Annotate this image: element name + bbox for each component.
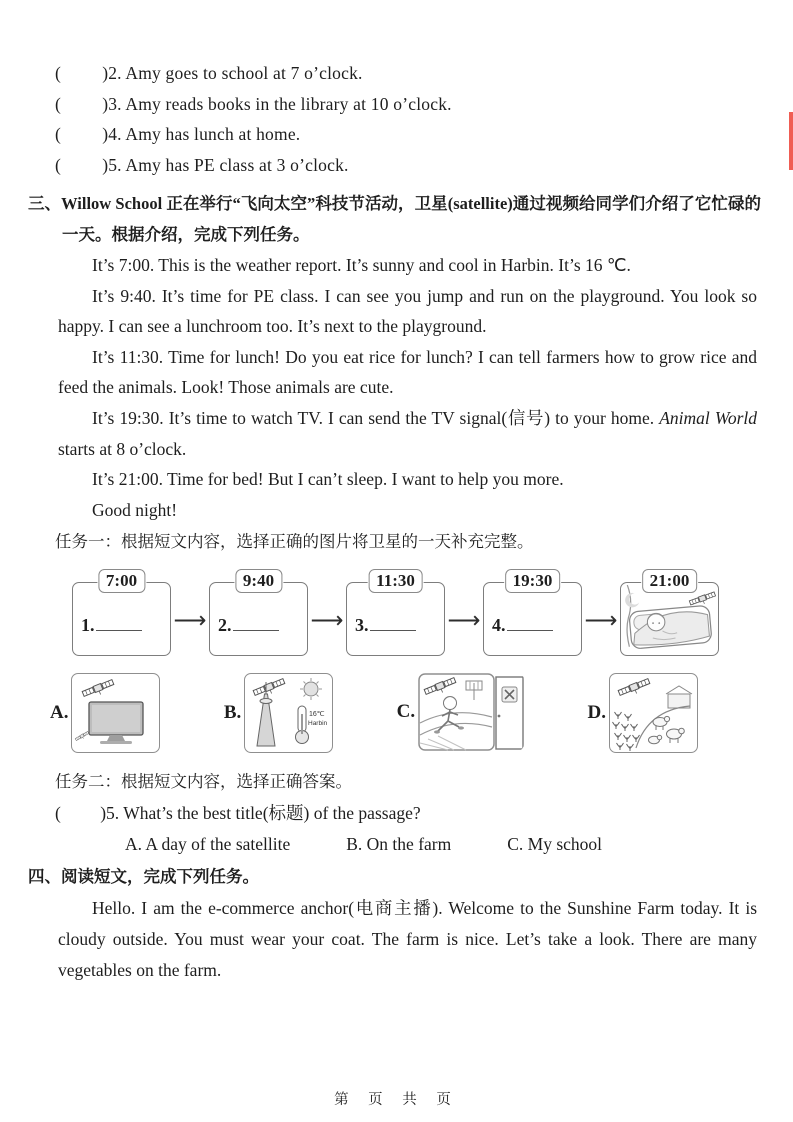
- blank-number: 3.: [355, 615, 369, 636]
- passage-paragraph-21-00: It’s 21:00. Time for bed! But I can’t sleep. I want to help you more.: [92, 469, 564, 490]
- question-5-choices: [125, 829, 793, 860]
- passage-paragraph-7-00: It’s 7:00. This is the weather report. It’s sunny and cool in Harbin. It’s 16 ℃.: [92, 255, 631, 275]
- timeline-box-4: [483, 571, 582, 656]
- thermometer-city: Harbin: [308, 720, 328, 728]
- weather-tower-illustration: [245, 674, 332, 752]
- passage-goodnight: Good night!: [92, 499, 178, 520]
- time-tab-9-40: 9:40: [235, 569, 282, 593]
- option-a-label: A.: [50, 702, 69, 724]
- choice-a: A. A day of the satellite: [125, 834, 291, 855]
- option-b: [224, 673, 333, 753]
- red-edge-mark: [789, 112, 793, 170]
- paragraph-text: starts at 8 o’clock.: [58, 438, 187, 459]
- option-d-label: D.: [587, 702, 606, 724]
- section4-paragraph: Hello. I am the e-commerce anchor(电商主播). Welcome to the Sunshine Farm today. It is cloudy outside. You must wear your coat. The farm is nice. Let’s take a look. There are many vegetables on the farm.: [58, 898, 757, 980]
- blank-number: 4.: [492, 615, 506, 636]
- satellite-icon: [253, 678, 286, 699]
- option-d: [587, 673, 697, 753]
- blank-line: [233, 617, 279, 631]
- playground-lunchroom-illustration: [418, 673, 524, 751]
- blank-number: 2.: [218, 615, 232, 636]
- picture-options: [50, 673, 698, 753]
- satellite-day-timeline: [72, 571, 793, 656]
- satellite-icon: [82, 679, 115, 700]
- option-c-image: [418, 673, 524, 751]
- passage-paragraph-19-30: [58, 403, 757, 464]
- satellite-icon: [76, 731, 91, 742]
- arrow-icon: ⟶: [310, 608, 344, 634]
- task2-label: 任务二：根据短文内容，选择正确答案。: [55, 772, 352, 792]
- quiz-item-5: ( )5. Amy has PE class at 3 o’clock.: [55, 154, 349, 175]
- option-b-label: B.: [223, 702, 242, 724]
- paragraph-text: It’s 19:30. It’s time to watch TV. I can send the TV signal(信号) to your home.: [92, 407, 660, 428]
- arrow-icon: ⟶: [584, 608, 618, 634]
- task1-label: 任务一：根据短文内容，选择正确的图片将卫星的一天补充完整。: [55, 532, 534, 552]
- section3-heading: 三、Willow School 正在举行“飞向太空”科技节活动，卫星(satellite)通过视频给同学们介绍了它忙碌的一天。根据介绍，完成下列任务。: [28, 194, 761, 244]
- answer-blank-1: [81, 615, 170, 636]
- passage-paragraph-9-40: It’s 9:40. It’s time for PE class. I can see you jump and run on the playground. You look so happy. I can see a lunchroom too. It’s next to the playground.: [58, 285, 757, 337]
- thermometer-reading: 16℃: [309, 711, 325, 719]
- blank-line: [370, 617, 416, 631]
- answer-blank-3: [355, 615, 444, 636]
- time-tab-21-00: 21:00: [642, 569, 698, 593]
- choice-b: B. On the farm: [346, 834, 452, 855]
- option-c: [397, 673, 524, 751]
- quiz-item-4: ( )4. Amy has lunch at home.: [55, 124, 301, 144]
- quiz-item-3: ( )3. Amy reads books in the library at 10 o’clock.: [55, 93, 452, 114]
- page-footer: 第 页 共 页: [334, 1092, 459, 1108]
- timeline-box-3: [346, 571, 445, 656]
- option-b-image: [244, 673, 333, 753]
- choice-c: C. My school: [507, 834, 603, 855]
- satellite-icon: [618, 678, 651, 699]
- passage-paragraph-11-30: It’s 11:30. Time for lunch! Do you eat rice for lunch? I can tell farmers how to grow rice and feed the animals. Look! Those animals are cute.: [58, 346, 757, 398]
- time-tab-11-30: 11:30: [368, 569, 423, 593]
- blank-number: 1.: [81, 615, 95, 636]
- tv-illustration: [72, 674, 159, 752]
- option-a: [50, 673, 160, 753]
- timeline-box-2: [209, 571, 308, 656]
- answer-blank-4: [492, 615, 581, 636]
- option-d-image: [609, 673, 698, 753]
- timeline-box-1: [72, 571, 171, 656]
- blank-line: [96, 617, 142, 631]
- timeline-box-5: [620, 571, 719, 656]
- time-tab-19-30: 19:30: [505, 569, 561, 593]
- blank-line: [507, 617, 553, 631]
- section4-heading: 四、阅读短文，完成下列任务。: [28, 867, 259, 887]
- quiz-item-2: ( )2. Amy goes to school at 7 o’clock.: [55, 63, 363, 83]
- arrow-icon: ⟶: [447, 608, 481, 634]
- sleeping-child-illustration: [621, 583, 718, 655]
- true-false-list: [55, 58, 758, 180]
- farm-illustration: [610, 674, 697, 752]
- option-c-label: C.: [396, 701, 416, 723]
- answer-blank-2: [218, 615, 307, 636]
- arrow-icon: ⟶: [173, 608, 207, 634]
- time-tab-7-00: 7:00: [98, 569, 145, 593]
- question-5: ( )5. What’s the best title(标题) of the passage?: [55, 803, 421, 824]
- option-a-image: [71, 673, 160, 753]
- tv-show-title: Animal World: [659, 407, 757, 428]
- crop-rows: [612, 712, 639, 751]
